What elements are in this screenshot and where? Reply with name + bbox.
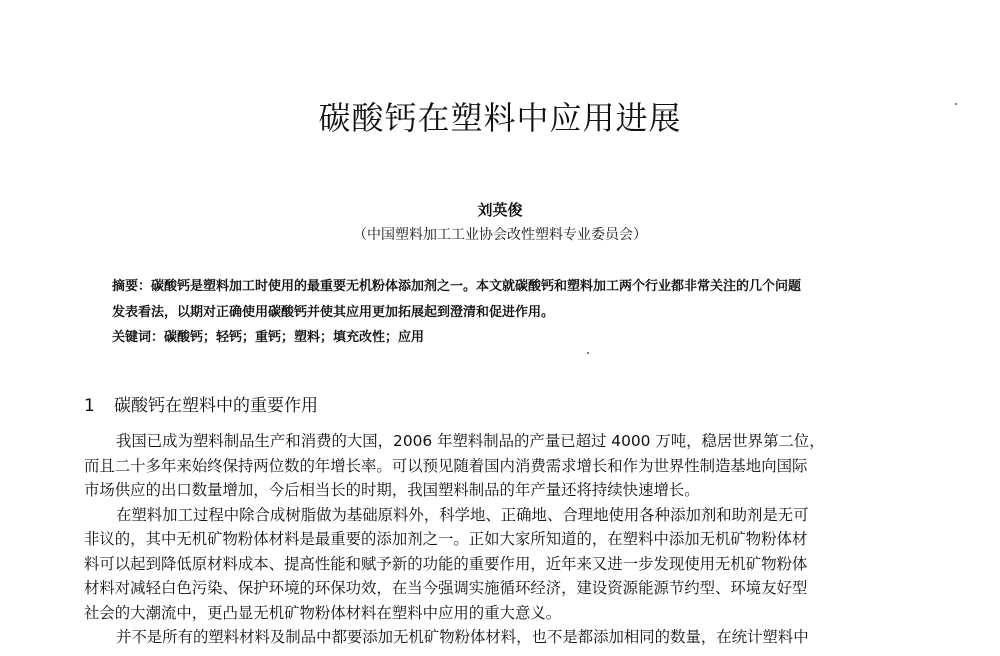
author-name: 刘英俊 — [477, 201, 523, 219]
section-title: 碳酸钙在塑料中的重要作用 — [114, 396, 318, 416]
keywords: 关键词：碳酸钙；轻钙；重钙；塑料；填充改性；应用 — [112, 330, 425, 345]
paragraph-line: 我国已成为塑料制品生产和消费的大国，2006 年塑料制品的产量已超过 4000 万吨，稳居世界第二位， — [116, 432, 825, 450]
paragraph-line: 社会的大潮流中，更凸显无机矿物粉体材料在塑料中应用的重大意义。 — [84, 603, 562, 622]
paragraph-line: 市场供应的出口数量增加，今后相当长的时期，我国塑料制品的年产量还将持续快速增长。 — [84, 481, 700, 499]
paragraph-line: 在塑料加工过程中除合成树脂做为基础原料外，科学地、正确地、合理地使用各种添加剂和助剂是无可 — [116, 505, 809, 524]
paragraph-line: 而且二十多年来始终保持两位数的年增长率。可以预见随着国内消费需求增长和作为世界性制造基地向国际 — [84, 456, 808, 475]
paragraph-line: 材料对减轻白色污染、保护环境的环保功效，在当今强调实施循环经济，建设资源能源节约型、环境友好型 — [84, 579, 808, 597]
paper-title: 碳酸钙在塑料中应用进展 — [318, 99, 682, 137]
paragraph-line: 料可以起到降低原材料成本、提高性能和赋予新的功能的重要作用，近年来又进一步发现使用无机矿物粉体 — [84, 554, 808, 573]
paragraph-line: 非议的，其中无机矿物粉体材料是最重要的添加剂之一。正如大家所知道的，在塑料中添加无机矿物粉体材 — [84, 530, 808, 548]
abstract — [112, 274, 928, 326]
body-text — [84, 429, 934, 650]
section-heading — [84, 393, 318, 419]
scan-speck — [955, 103, 957, 105]
section-number: 1 — [84, 396, 95, 416]
paragraph-line: 并不是所有的塑料材料及制品中都要添加无机矿物粉体材料，也不是都添加相同的数量，在统计塑料中 — [116, 628, 809, 646]
author-affiliation: （中国塑料加工工业协会改性塑料专业委员会） — [353, 227, 647, 243]
abstract-line: 摘要：碳酸钙是塑料加工时使用的最重要无机粉体添加剂之一。本文就碳酸钙和塑料加工两个行业都非常关注的几个问题 — [112, 279, 802, 294]
scan-speck — [587, 352, 589, 354]
abstract-line: 发表看法，以期对正确使用碳酸钙并使其应用更加拓展起到澄清和促进作用。 — [112, 305, 555, 320]
